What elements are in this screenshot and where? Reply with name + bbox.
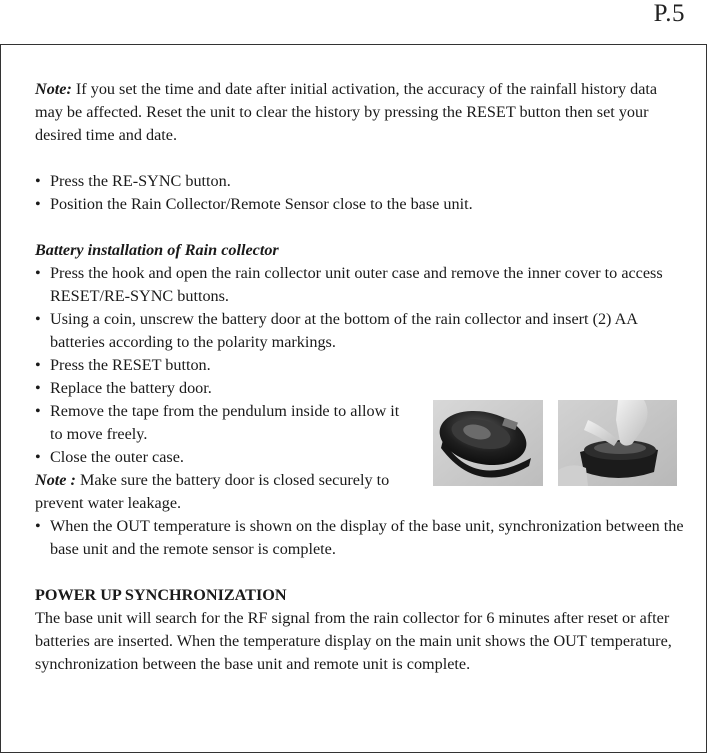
list-item bbox=[35, 354, 685, 377]
bullet-icon: • bbox=[35, 356, 41, 374]
list-item-text: Press the RE-SYNC button. bbox=[50, 172, 231, 190]
note-label: Note: bbox=[35, 80, 72, 98]
list-item bbox=[35, 193, 685, 216]
power-up-title: POWER UP SYNCHRONIZATION bbox=[35, 586, 287, 604]
rain-collector-photo bbox=[433, 400, 543, 486]
bullet-icon: • bbox=[35, 264, 41, 282]
battery-note-label: Note : bbox=[35, 471, 76, 489]
list-item-text: Close the outer case. bbox=[50, 448, 184, 466]
power-up-text: The base unit will search for the RF signal from the rain collector for 6 minutes after reset or after batteries are inserted. When the temperature display on the main unit shows the OUT temperature, synchronization between the base unit and remote unit is complete. bbox=[35, 609, 672, 673]
document-body bbox=[35, 78, 685, 676]
note-text: If you set the time and date after initial activation, the accuracy of the rainfall history data may be affected. Reset the unit to clear the history by pressing the RESET button then set your desired time and date. bbox=[35, 80, 658, 144]
note-paragraph bbox=[35, 78, 685, 147]
hand-holding-unit-photo bbox=[558, 400, 677, 486]
list-item bbox=[35, 308, 685, 354]
bullet-icon: • bbox=[35, 310, 41, 328]
list-item bbox=[35, 377, 685, 400]
bullet-icon: • bbox=[35, 402, 41, 420]
bullet-icon: • bbox=[35, 195, 41, 213]
list-item bbox=[35, 170, 685, 193]
bullet-icon: • bbox=[35, 517, 41, 535]
page-number: P.5 bbox=[653, 0, 685, 27]
list-item bbox=[35, 400, 410, 446]
list-item bbox=[35, 262, 685, 308]
list-item-text: Press the RESET button. bbox=[50, 356, 211, 374]
list-item bbox=[35, 515, 685, 561]
bullet-icon: • bbox=[35, 448, 41, 466]
battery-note-text: Make sure the battery door is closed securely to prevent water leakage. bbox=[35, 471, 390, 512]
bullet-icon: • bbox=[35, 379, 41, 397]
list-item-text: Position the Rain Collector/Remote Sensor close to the base unit. bbox=[50, 195, 473, 213]
battery-note bbox=[35, 469, 395, 515]
list-item-text: Press the hook and open the rain collector unit outer case and remove the inner cover to access RESET/RE-SYNC buttons. bbox=[50, 264, 663, 305]
bullet-icon: • bbox=[35, 172, 41, 190]
list-item-text: When the OUT temperature is shown on the display of the base unit, synchronization between the base unit and the remote sensor is complete. bbox=[50, 517, 684, 558]
list-item-text: Using a coin, unscrew the battery door at the bottom of the rain collector and insert (2) AA batteries according to the polarity markings. bbox=[50, 310, 638, 351]
list-item-text: Replace the battery door. bbox=[50, 379, 212, 397]
battery-section-title: Battery installation of Rain collector bbox=[35, 241, 279, 259]
list-item-text: Remove the tape from the pendulum inside to allow it to move freely. bbox=[50, 402, 400, 443]
